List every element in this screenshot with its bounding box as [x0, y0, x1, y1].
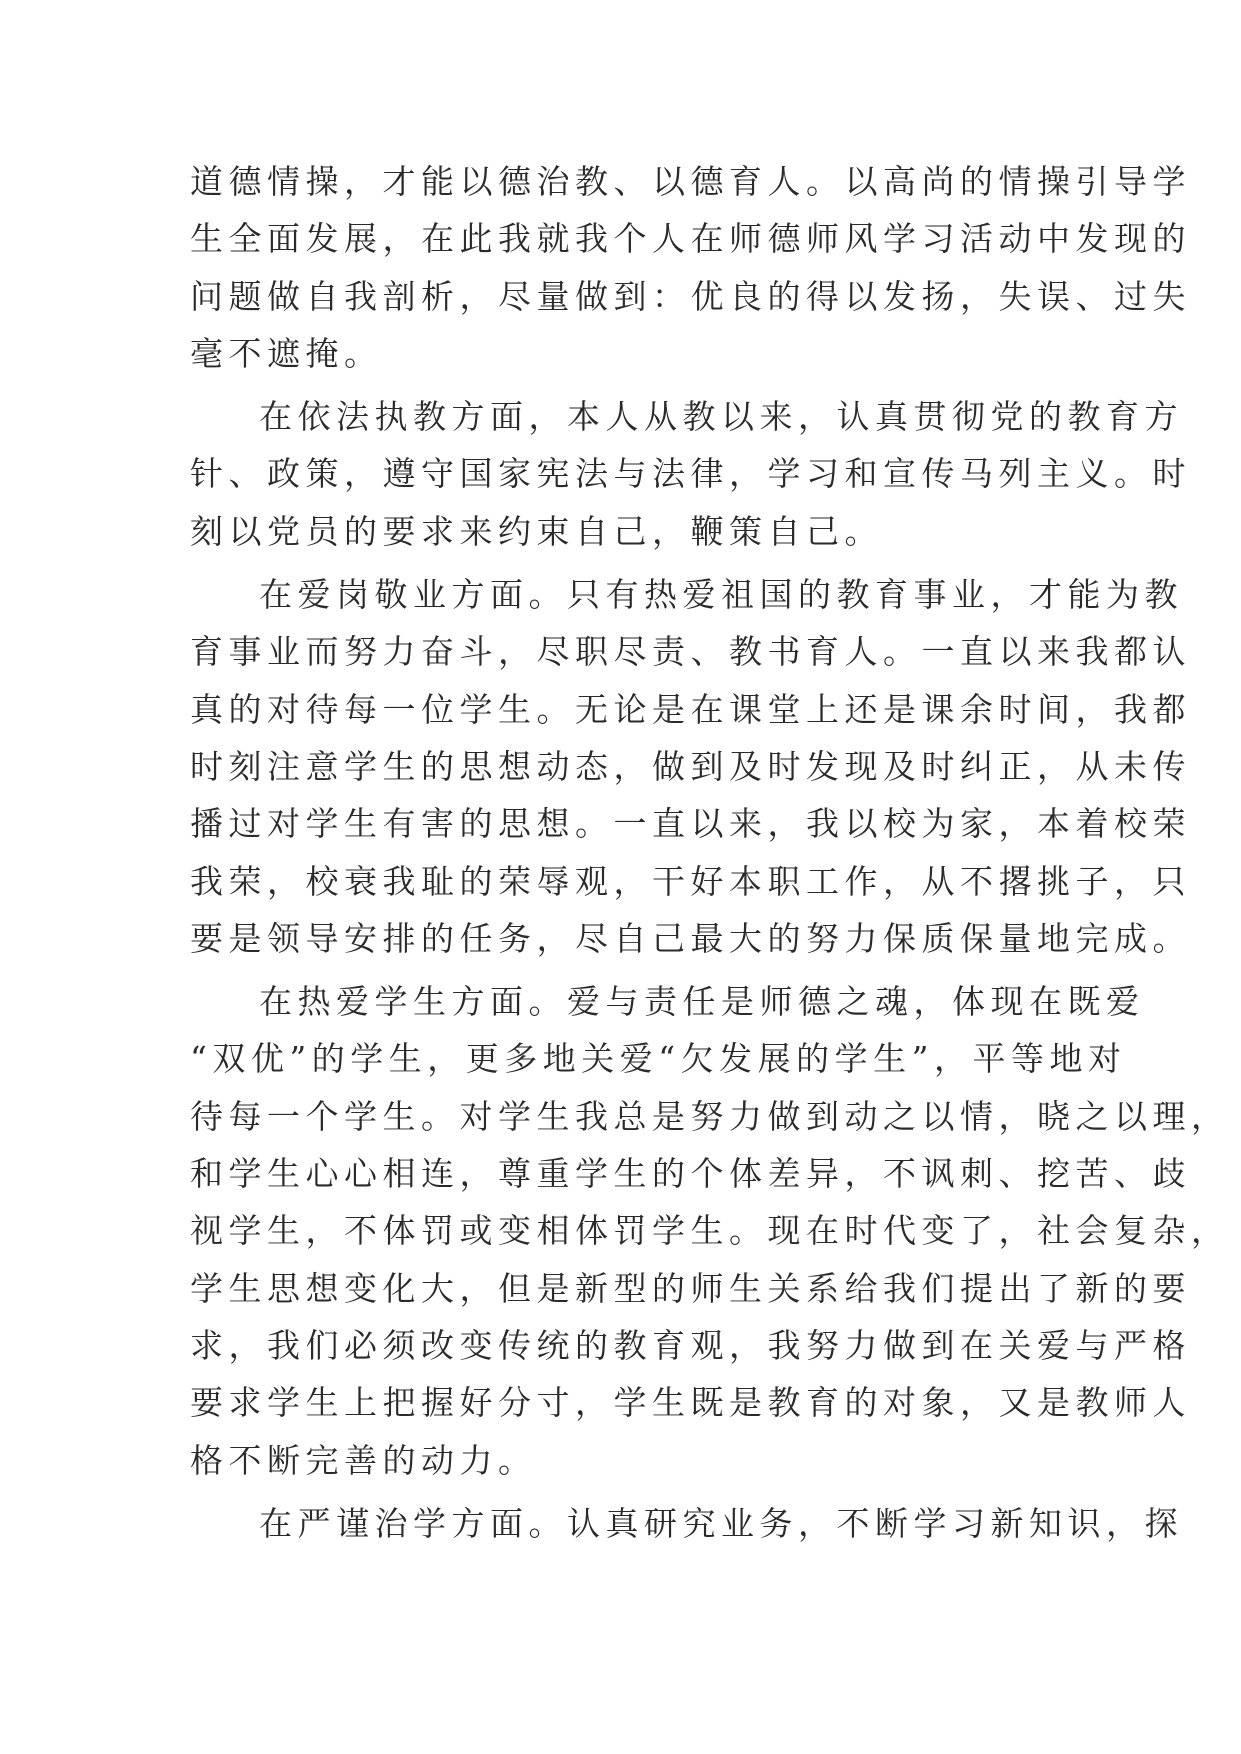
text-line: 在依法执教方面，本人从教以来，认真贯彻党的教育方 — [259, 397, 1183, 437]
text-line: 我荣，校衰我耻的荣辱观，干好本职工作，从不撂挑子，只 — [190, 861, 1191, 901]
paragraph-scholarship — [190, 1495, 1183, 1552]
text-line: 在爱岗敬业方面。只有热爱祖国的教育事业，才能为教 — [259, 575, 1183, 615]
paragraph-law — [190, 388, 1191, 560]
text-line: 播过对学生有害的思想。一直以来，我以校为家，本着校荣 — [190, 804, 1191, 844]
text-line: 要求学生上把握好分寸，学生既是教育的对象，又是教师人 — [190, 1383, 1191, 1423]
text-line: “双优”的学生，更多地关爱“欠发展的学生”，平等地对 — [190, 1039, 1127, 1079]
text-line: 求，我们必须改变传统的教育观，我努力做到在关爱与严格 — [190, 1325, 1191, 1365]
text-line: 育事业而努力奋斗，尽职尽责、教书育人。一直以来我都认 — [190, 632, 1191, 672]
text-line: 毫不遮掩。 — [190, 333, 383, 373]
text-line: 问题做自我剖析，尽量做到：优良的得以发扬，失误、过失 — [190, 276, 1191, 316]
text-line: 在严谨治学方面。认真研究业务，不断学习新知识，探 — [259, 1503, 1183, 1543]
text-line: 要是领导安排的任务，尽自己最大的努力保质保量地完成。 — [190, 918, 1191, 958]
body-text — [190, 153, 1230, 1552]
text-line: 格不断完善的动力。 — [190, 1440, 537, 1480]
text-line: 针、政策，遵守国家宪法与法律，学习和宣传马列主义。时 — [190, 454, 1191, 494]
text-line: 刻以党员的要求来约束自己，鞭策自己。 — [190, 511, 883, 551]
text-line: 道德情操，才能以德治教、以德育人。以高尚的情操引导学 — [190, 162, 1191, 201]
paragraph-dedication — [190, 566, 1191, 967]
text-line: 待每一个学生。对学生我总是努力做到动之以情，晓之以理， — [190, 1096, 1230, 1136]
text-line: 学生思想变化大，但是新型的师生关系给我们提出了新的要 — [190, 1268, 1191, 1308]
text-line: 视学生，不体罚或变相体罚学生。现在时代变了，社会复杂， — [190, 1211, 1230, 1251]
text-line: 和学生心心相连，尊重学生的个体差异，不讽刺、挖苦、歧 — [190, 1154, 1191, 1194]
paragraph-intro — [190, 153, 1191, 382]
text-line: 真的对待每一位学生。无论是在课堂上还是课余时间，我都 — [190, 689, 1191, 729]
paragraph-students — [190, 973, 1230, 1489]
text-line: 在热爱学生方面。爱与责任是师德之魂，体现在既爱 — [259, 982, 1145, 1022]
text-line: 时刻注意学生的思想动态，做到及时发现及时纠正，从未传 — [190, 746, 1191, 786]
text-line: 生全面发展，在此我就我个人在师德师风学习活动中发现的 — [190, 219, 1191, 259]
